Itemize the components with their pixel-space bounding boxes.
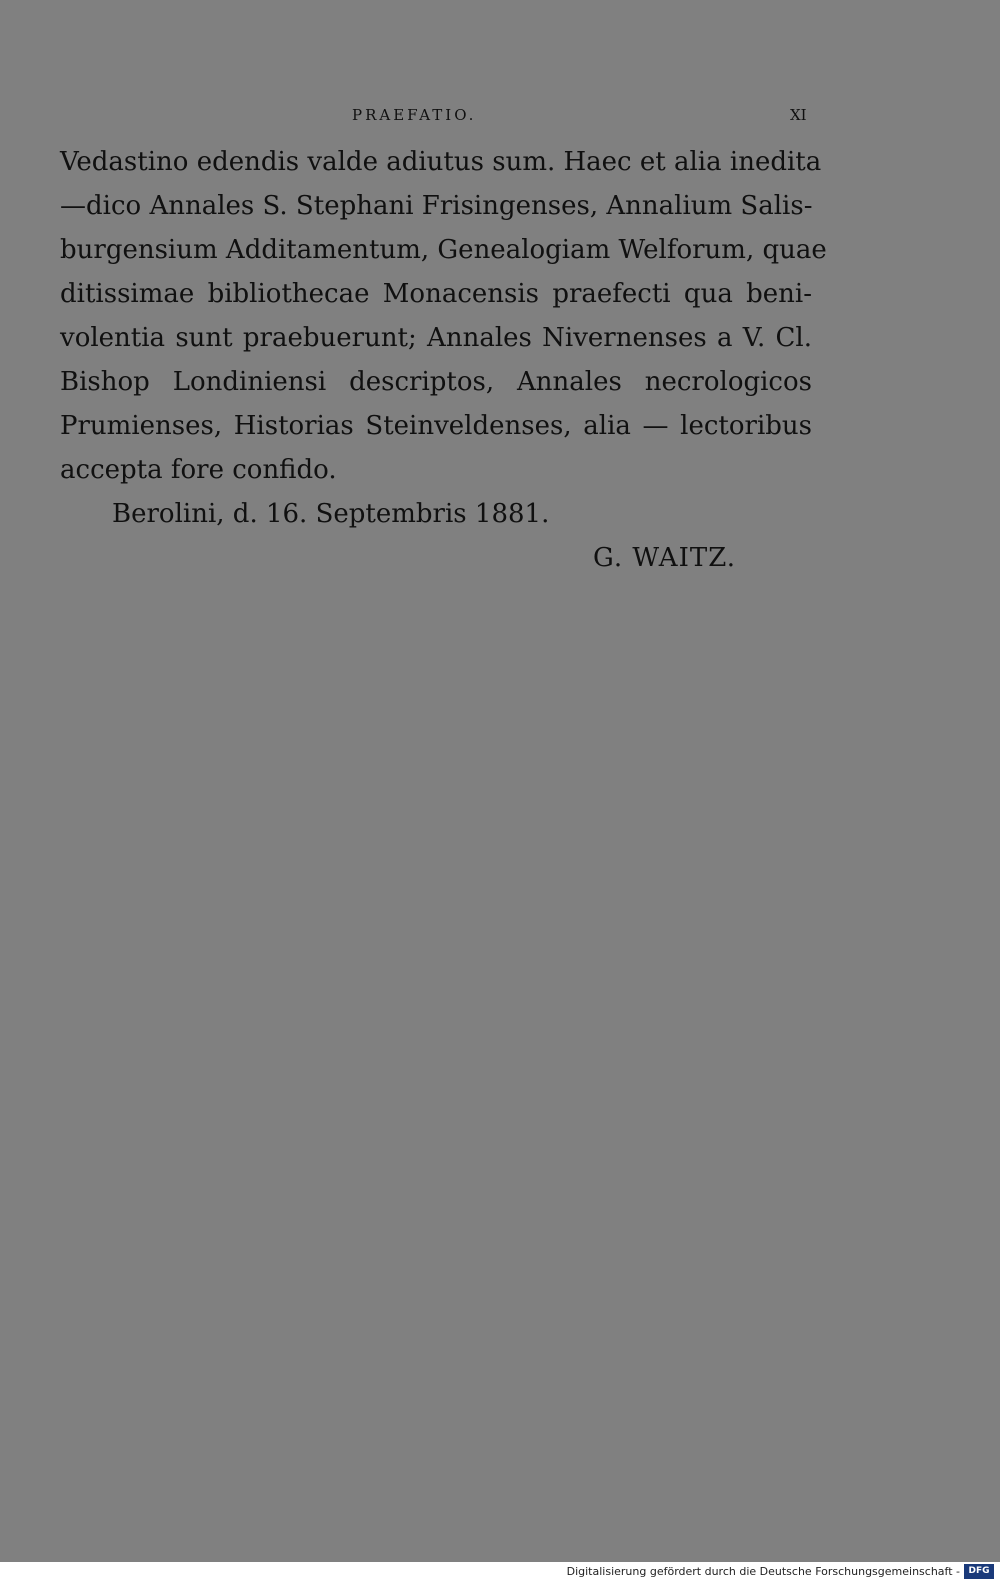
footer-credit: Digitalisierung gefördert durch die Deutsche Forschungsgemeinschaft - [566,1565,960,1578]
signature: G. WAITZ. [593,543,737,573]
text-line-6: Bishop Londiniensi descriptos, Annales necrologicos [60,367,812,397]
text-line-1: Vedastino edendis valde adiutus sum. Haec et alia inedita [60,147,822,177]
text-line-5: volentia sunt praebuerunt; Annales Nivernenses a V. Cl. [60,323,812,353]
text-line-2: —dico Annales S. Stephani Frisingenses, Annalium Salis- [60,191,813,221]
running-title: PRAEFATIO. [352,106,477,124]
text-line-3: burgensium Additamentum, Genealogiam Welforum, quae [60,235,827,265]
text-line-8: accepta fore confido. [60,455,337,485]
dfg-logo: DFG [964,1564,994,1579]
page-number: XI [790,106,807,124]
text-line-4: ditissimae bibliothecae Monacensis praefecti qua beni- [60,279,812,309]
text-line-7: Prumienses, Historias Steinveldenses, alia — lectoribus [60,411,812,441]
place-date: Berolini, d. 16. Septembris 1881. [112,499,550,529]
running-head [0,106,1000,130]
footer-bar [0,1562,1000,1581]
